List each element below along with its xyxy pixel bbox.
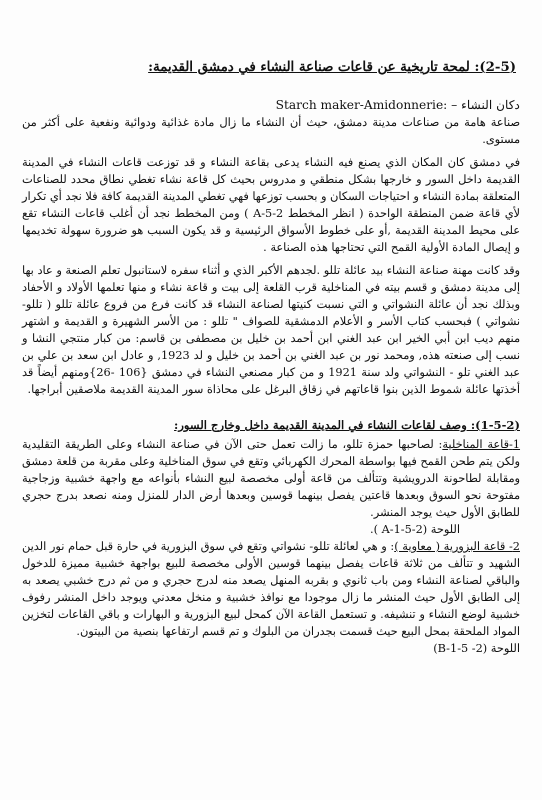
item-manakhiliya-text: : لصاحبها حمزة تللو، ما زالت تعمل حتى الآن في صناعة النشاء وعلى الطريقة التقليدية ولكن يتم طحن القمح فيها بواسطة المحرك الكهربائي وتقع في سوق المناخلية وعلى مقربة من قلعة دمشق ومقابلة لطاحونة الدرويشية وتتألف من قاعة أولى مخصصة لبيع النشاء بأنواعه مع واجهة خشبية وزجاجية مفتوحة نحو السوق وبعدها قاعتين يفصل بينهما قوسين وبعدها أرض الدار للمنزل ومنه نصعد بدرج حجري للطابق الأول حيث يوجد المنشر. (22, 438, 520, 519)
item-manakhiliya (22, 436, 520, 521)
paragraph-history: وقد كانت مهنة صناعة النشاء بيد عائلة تللو .لجدهم الأكبر الذي و أثناء سفره لاستانبول تعلم الصنعة و عاد بها إلى مدينة دمشق و قسم بيته في المناخلية قرب القلعة إلى بيت و قاعة نشاء و منها تعلمها الأولاد و الأحفاد وبذلك نجد أن عائلة النشواتي و التي نسبت كنيتها لصناعة النشاء قد كانت فرع من فروع عائلة تللو ( تللو- نشواتي ) فبحسب كتاب الأسر و الأعلام الدمشقية للصواف " تللو : من الأسر الشهيرة و القديمة و اشتهر منهم ديب ابن أبي الخير ابن عبد الغني ابن أحمد بن خليل بن مصطفى بن قاسم: من كبار منتجي النشا و نسب إلى صنعته هذه, ومحمد نور بن عبد الغني بن أحمد بن خليل و لد 1923, و عادل ابن سعد بن علي بن عبد الغني تلو - النشواتي ولد سنة 1921 و من كبار مصنعي النشاء في دمشق {106 -26}ومنهم أيضاً قد أخذتها عائلة شموط الذين بنوا قاعاتهم في زقاق البرغل على محاذاة سور المدينة القديمة ملاصقين أبراجها. (22, 264, 520, 396)
item-buzuriya-label: 2- قاعة البزورية ( معاوية ) (394, 540, 520, 553)
subheading-latin: Starch maker-Amidonnerie: (275, 98, 448, 112)
item-buzuriya-text: : و هي لعائلة تللو- نشواتي وتقع في سوق البزورية في حارة قبل حمام نور الدين الشهيد و تتألف من ثلاثة قاعات يفصل بينهما قوسين الأولى مخصصة للبيع بواجهة خشبية مميزة للدخول والباقي لصناعة النشاء ومن باب ثانوي و بقربه المنهل يصعد منه لدرج حجري و من ثم درج خشبي يصعد به إلى الطابق الأول حيث المنشر ما زال موجودا مع نوافذ خشبية و منخل معدني ويوجد داخل المنشر رفوف خشبية لوضع النشاء و تنشيفه. و تستعمل القاعة الآن كمحل لبيع البزورية و البهارات و باقي القاعات لتخزين المواد الملحقة بمحل البيع حيث قسمت بجدران من البلوك و تم قسم ارتفاعها بنصية من البيتون. (22, 540, 520, 638)
subheading-arabic: دكان النشاء – (451, 98, 520, 112)
section-heading: (2-5): لمحة تاريخية عن قاعات صناعة النشاء في دمشق القديمة: (148, 60, 516, 75)
plate-reference-2: اللوحة (B-1-5 -2) (433, 642, 520, 655)
paragraph-intro: صناعة هامة من صناعات مدينة دمشق، حيث أن النشاء ما زال مادة غذائية ودوائية ونفعية على أكثر من مستوى. (22, 116, 520, 146)
plate-reference-1: اللوحة (A-1-5-2 ). (370, 523, 460, 536)
paragraph-distribution: في دمشق كان المكان الذي يصنع فيه النشاء يدعى بقاعة النشاء و قد توزعت قاعات النشاء في المدينة القديمة داخل السور و خارجها بشكل منطقي و مدروس بحيث كل قاعة نشاء تغطي نطاق محدد للصناعات المتعلقة بمادة النشاء و احتياجات السكان و بحسب توزعها فهي تغطي المدينة القديمة كافة فلا نجد أي تكرار لأي قاعة ضمن المنطقة الواحدة ( انظر المخطط A-5-2 ) ومن المخطط نجد أن أغلب قاعات النشاء تقع على محيط المدينة القديمة ,أو على خطوط الأسواق الرئيسية و قد يكون السبب هو ضرورة سهولة تخديمها و إيصال المادة الأولية القمح التي تحتاجها هذه الصناعة . (22, 156, 520, 254)
subsection-title: (1-5-2): وصف لقاعات النشاء في المدينة القديمة داخل وخارج السور: (174, 418, 520, 432)
item-manakhiliya-label: 1-قاعة المناخلية (442, 438, 521, 451)
subheading (22, 96, 520, 114)
item-buzuriya (22, 538, 520, 640)
